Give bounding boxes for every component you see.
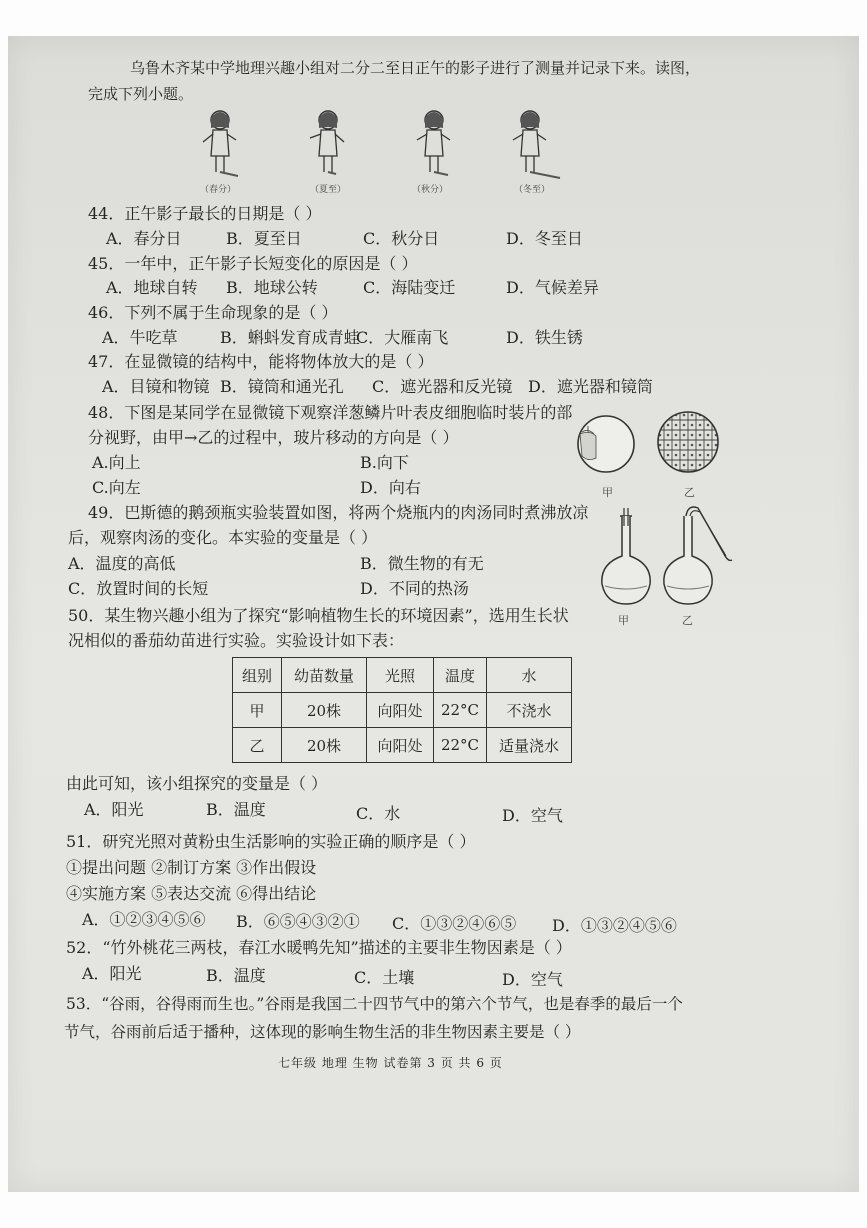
q51-option-a: A．①②③④⑤⑥ <box>82 910 206 929</box>
q45-option-a: A．地球自转 <box>106 278 198 297</box>
q49-stem-line-2: 后，观察肉汤的变化。本实验的变量是（ ） <box>68 528 378 547</box>
q50-stem-line-2: 况相似的番茄幼苗进行实验。实验设计如下表： <box>68 631 405 650</box>
q47-option-c: C．遮光器和反光镜 <box>372 377 513 396</box>
q49-option-d: D．不同的热汤 <box>360 579 469 598</box>
q51-steps-line-1: ①提出问题 ②制订方案 ③作出假设 <box>66 858 317 877</box>
microscope-view-yi <box>656 410 720 478</box>
q45-option-c: C．海陆变迁 <box>363 278 456 297</box>
q51-option-c: C．①③②④⑥⑤ <box>392 914 517 933</box>
table-header-cell: 温度 <box>434 658 487 693</box>
q45-option-b: B．地球公转 <box>226 278 318 297</box>
season-caption-3: （秋分） <box>412 185 449 195</box>
q51-option-b: B．⑥⑤④③②① <box>236 912 360 931</box>
q50-option-c: C．水 <box>356 804 401 823</box>
q50-option-a: A．阳光 <box>84 800 144 819</box>
table-cell: 20株 <box>282 693 367 728</box>
q51-option-d: D．①③②④⑤⑥ <box>552 916 677 935</box>
table-header-cell: 幼苗数量 <box>282 658 367 693</box>
q49-option-c: C．放置时间的长短 <box>68 579 209 598</box>
table-cell: 甲 <box>233 693 282 728</box>
q49-stem-line-1: 49．巴斯德的鹅颈瓶实验装置如图，将两个烧瓶内的肉汤同时煮沸放凉 <box>88 503 589 522</box>
table-cell: 乙 <box>233 728 282 763</box>
flask-label-yi: 乙 <box>682 614 693 627</box>
q48-option-c: C.向左 <box>92 478 141 497</box>
intro-line-1: 乌鲁木齐某中学地理兴趣小组对二分二至日正午的影子进行了测量并记录下来。读图， <box>130 59 701 77</box>
q48-option-a: A.向上 <box>92 453 141 472</box>
q52-option-b: B．温度 <box>206 966 266 985</box>
q44-stem: 44．正午影子最长的日期是（ ） <box>88 204 322 223</box>
table-cell: 22°C <box>434 693 487 728</box>
q52-option-a: A．阳光 <box>82 964 142 983</box>
table-cell: 适量浇水 <box>487 728 572 763</box>
q45-stem: 45．一年中，正午影子长短变化的原因是（ ） <box>88 254 418 273</box>
q51-steps-line-2: ④实施方案 ⑤表达交流 ⑥得出结论 <box>66 884 317 903</box>
flask-yi <box>658 504 748 612</box>
table-header-row <box>233 658 572 693</box>
shadow-figure-3 <box>410 106 460 190</box>
q50-conclusion: 由此可知，该小组探究的变量是（ ） <box>66 774 328 793</box>
q44-option-b: B．夏至日 <box>226 229 302 248</box>
experiment-table <box>232 657 572 763</box>
q52-option-c: C．土壤 <box>354 968 415 987</box>
flask-label-jia: 甲 <box>618 614 629 627</box>
table-header-cell: 水 <box>487 658 572 693</box>
q45-option-d: D．气候差异 <box>506 278 599 297</box>
season-caption-4: （冬至） <box>514 185 551 195</box>
q52-option-d: D．空气 <box>502 970 563 989</box>
q49-option-a: A．温度的高低 <box>68 554 176 573</box>
table-cell: 20株 <box>282 728 367 763</box>
q46-option-b: B．蝌蚪发育成青蛙 <box>220 328 360 347</box>
q47-option-d: D．遮光器和镜筒 <box>528 377 653 396</box>
page-footer: 七年级 地理 生物 试卷第 3 页 共 6 页 <box>278 1056 503 1070</box>
shadow-figure-1 <box>198 106 248 190</box>
intro-line-2: 完成下列小题。 <box>88 85 194 103</box>
q44-option-c: C．秋分日 <box>363 229 440 248</box>
table-cell: 向阳处 <box>367 728 434 763</box>
q48-stem-line-2: 分视野，由甲→乙的过程中，玻片移动的方向是（ ） <box>88 428 459 447</box>
season-caption-2: （夏至） <box>310 185 347 195</box>
q50-option-d: D．空气 <box>502 806 563 825</box>
q47-option-a: A．目镜和物镜 <box>102 377 210 396</box>
q53-stem-line-1: 53．“谷雨，谷得雨而生也。”谷雨是我国二十四节气中的第六个节气，也是春季的最后一个 <box>66 995 683 1013</box>
cell-label-jia: 甲 <box>602 486 613 499</box>
table-row <box>233 693 572 728</box>
q46-option-a: A．牛吃草 <box>102 328 178 347</box>
q52-stem: 52．“竹外桃花三两枝，春江水暖鸭先知”描述的主要非生物因素是（ ） <box>66 938 572 957</box>
table-cell: 不浇水 <box>487 693 572 728</box>
shadow-figure-2 <box>304 106 354 190</box>
q46-option-d: D．铁生锈 <box>506 328 583 347</box>
q49-option-b: B．微生物的有无 <box>360 554 484 573</box>
q47-option-b: B．镜筒和通光孔 <box>220 377 344 396</box>
cell-label-yi: 乙 <box>684 486 695 499</box>
q46-option-c: C．大雁南飞 <box>356 328 449 347</box>
table-cell: 向阳处 <box>367 693 434 728</box>
q44-option-d: D．冬至日 <box>506 229 583 248</box>
q53-stem-line-2: 节气，谷雨前后适于播种，这体现的影响生物生活的非生物因素主要是（ ） <box>64 1023 581 1041</box>
q48-option-b: B.向下 <box>360 453 409 472</box>
q44-option-a: A．春分日 <box>106 229 182 248</box>
q51-stem: 51．研究光照对黄粉虫生活影响的实验正确的顺序是（ ） <box>66 832 476 851</box>
table-row <box>233 728 572 763</box>
q48-option-d: D．向右 <box>360 478 421 497</box>
q46-stem: 46．下列不属于生命现象的是（ ） <box>88 303 338 322</box>
exam-page <box>8 36 859 1192</box>
flask-jia <box>596 508 656 612</box>
season-caption-1: （春分） <box>200 185 237 195</box>
table-header-cell: 光照 <box>367 658 434 693</box>
table-header-cell: 组别 <box>233 658 282 693</box>
q50-stem-line-1: 50．某生物兴趣小组为了探究“影响植物生长的环境因素”，选用生长状 <box>68 606 569 625</box>
q47-stem: 47．在显微镜的结构中，能将物体放大的是（ ） <box>88 352 434 371</box>
table-cell: 22°C <box>434 728 487 763</box>
microscope-view-jia <box>576 414 636 478</box>
shadow-figure-4 <box>508 106 564 190</box>
q50-option-b: B．温度 <box>206 800 266 819</box>
q48-stem-line-1: 48．下图是某同学在显微镜下观察洋葱鳞片叶表皮细胞临时装片的部 <box>88 403 573 422</box>
